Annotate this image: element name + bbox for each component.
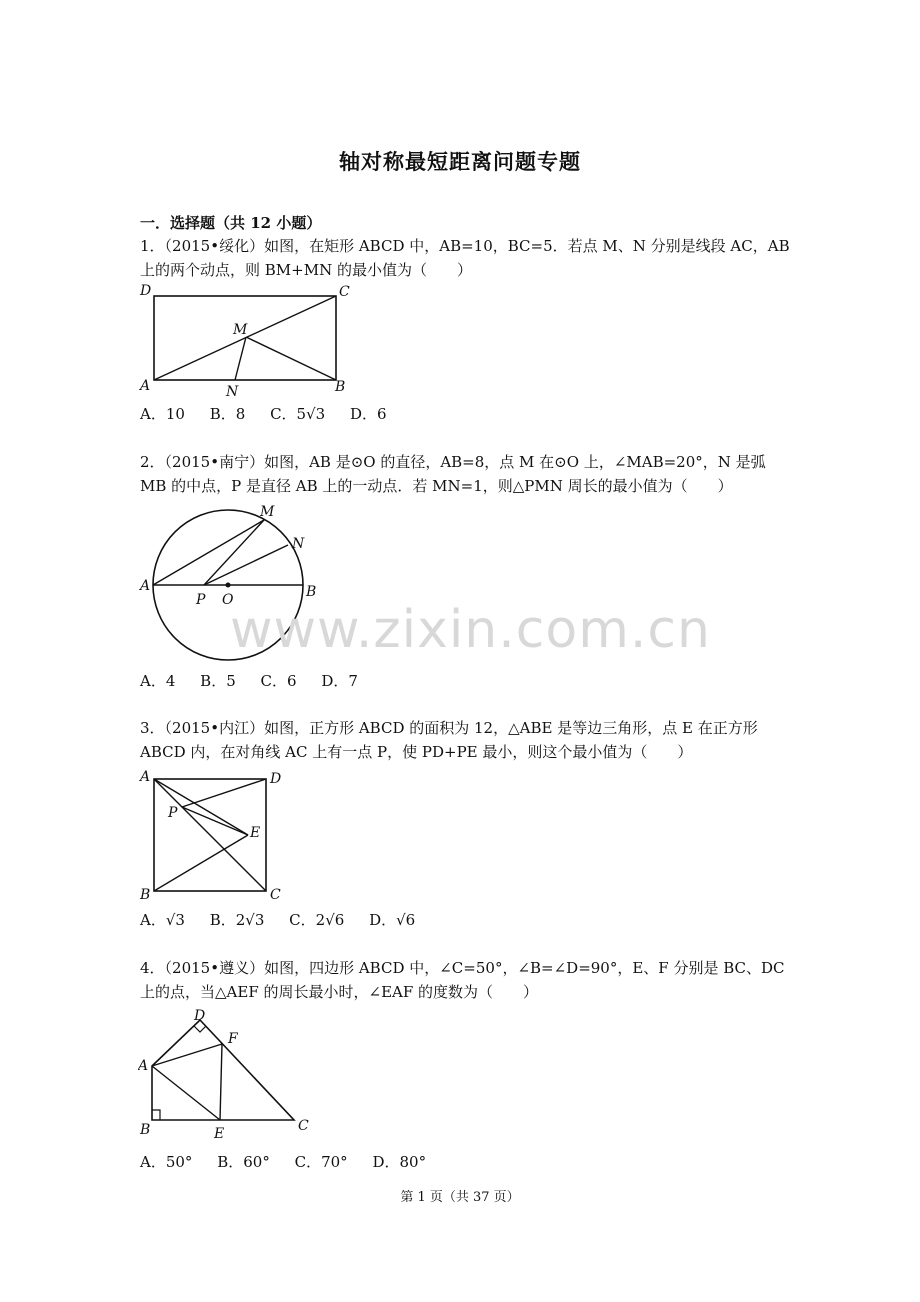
watermark: www.zixin.com.cn xyxy=(230,600,711,660)
option-c: C．2√6 xyxy=(289,911,345,929)
label-n: N xyxy=(226,384,239,400)
page-footer: 第 1 页（共 37 页） xyxy=(400,1190,520,1205)
segment-be xyxy=(154,835,248,891)
segment-am xyxy=(153,520,264,585)
right-angle-d xyxy=(194,1026,206,1032)
question-2-options xyxy=(140,670,378,691)
segment-ae xyxy=(152,1066,220,1120)
question-4-text: 4．（2015•遵义）如图，四边形 ABCD 中，∠C=50°，∠B=∠D=90°，E、F 分别是 BC、DC 上的点，当△AEF 的周长最小时，∠EAF 的度数为（ ） xyxy=(140,959,785,1001)
label-m: M xyxy=(233,322,248,338)
section-heading: 一．选择题（共 12 小题） xyxy=(140,214,322,232)
label-a: A xyxy=(140,769,151,785)
label-d: D xyxy=(140,283,152,299)
figure-q3-square xyxy=(138,765,298,905)
question-1-options xyxy=(140,403,407,424)
label-a: A xyxy=(140,378,151,394)
option-d: D．80° xyxy=(372,1153,427,1171)
segment-pd xyxy=(182,779,266,807)
label-b: B xyxy=(335,379,346,395)
segment-bm xyxy=(246,337,336,380)
label-d: D xyxy=(194,1008,206,1024)
option-a: A．√3 xyxy=(140,911,185,929)
label-c: C xyxy=(339,284,350,300)
label-b: B xyxy=(140,1122,151,1138)
label-p: P xyxy=(168,805,178,821)
label-o: O xyxy=(222,592,234,608)
label-b: B xyxy=(140,887,151,903)
option-b: B．60° xyxy=(217,1153,270,1171)
option-b: B．8 xyxy=(209,405,246,423)
option-d: D．√6 xyxy=(369,911,416,929)
option-d: D．7 xyxy=(321,672,358,690)
label-c: C xyxy=(270,887,281,903)
label-m: M xyxy=(260,504,275,520)
segment-pe xyxy=(182,807,248,835)
option-a: A．4 xyxy=(140,672,176,690)
option-a: A．50° xyxy=(140,1153,193,1171)
question-3-options xyxy=(140,909,435,930)
option-b: B．5 xyxy=(200,672,236,690)
figure-q4-quadrilateral xyxy=(138,1008,318,1144)
question-2-text: 2．（2015•南宁）如图，AB 是⊙O 的直径，AB=8，点 M 在⊙O 上，∠MAB=20°，N 是弧 MB 的中点，P 是直径 AB 上的一动点．若 MN=1，则△PMN 周长的最小值为（ ） xyxy=(140,453,766,495)
segment-pn xyxy=(204,545,288,585)
question-4-options xyxy=(140,1151,446,1172)
page-title: 轴对称最短距离问题专题 xyxy=(339,149,581,174)
label-e: E xyxy=(250,825,261,841)
right-angle-b xyxy=(152,1110,160,1120)
figure-q1-rectangle xyxy=(138,280,358,402)
label-e: E xyxy=(214,1126,225,1142)
segment-mn xyxy=(235,337,246,380)
option-c: C．6 xyxy=(260,672,297,690)
option-c: C．5√3 xyxy=(270,405,326,423)
segment-pm xyxy=(204,520,264,585)
question-1-text: 1．（2015•绥化）如图，在矩形 ABCD 中，AB=10，BC=5．若点 M、N 分别是线段 AC，AB 上的两个动点，则 BM+MN 的最小值为（ ） xyxy=(140,237,790,279)
label-n: N xyxy=(292,536,305,552)
label-b: B xyxy=(306,584,317,600)
label-a: A xyxy=(140,578,151,594)
question-3-text: 3．（2015•内江）如图，正方形 ABCD 的面积为 12，△ABE 是等边三角形，点 E 在正方形 ABCD 内，在对角线 AC 上有一点 P，使 PD+PE 最小，则这个最小值为（ ） xyxy=(140,719,758,761)
center-point-o xyxy=(226,583,231,588)
segment-ef xyxy=(220,1044,222,1120)
option-d: D．6 xyxy=(349,405,387,423)
label-c: C xyxy=(298,1118,309,1134)
label-a: A xyxy=(138,1058,149,1074)
label-p: P xyxy=(196,592,206,608)
label-f: F xyxy=(228,1031,238,1047)
option-c: C．70° xyxy=(294,1153,348,1171)
option-b: B．2√3 xyxy=(209,911,265,929)
quadrilateral-abcd xyxy=(152,1020,294,1120)
option-a: A．10 xyxy=(140,405,185,423)
label-d: D xyxy=(270,771,282,787)
